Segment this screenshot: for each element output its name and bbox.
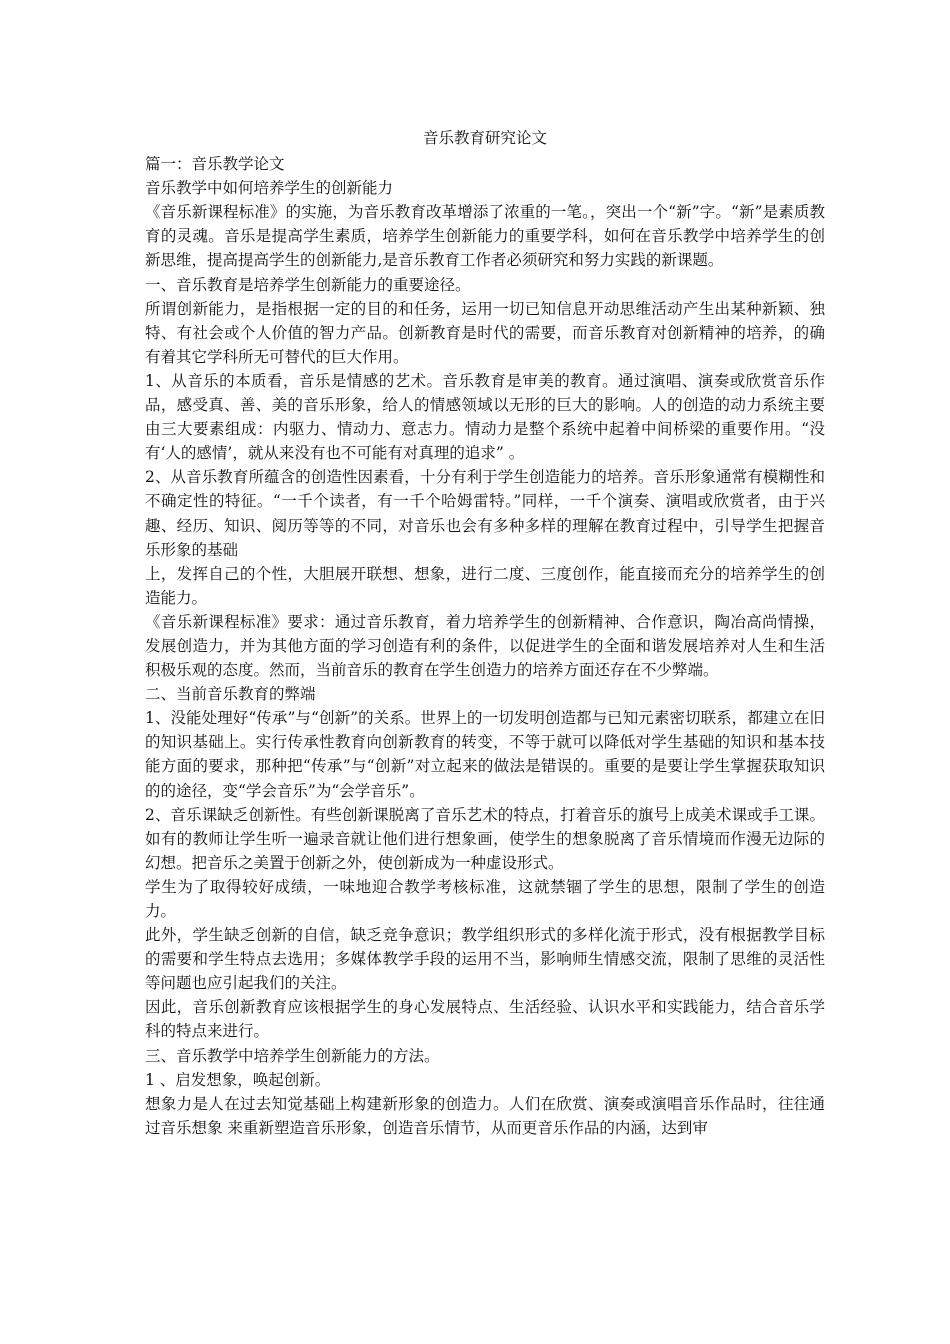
paragraph-conclusion: 因此，音乐创新教育应该根据学生的身心发展特点、生活经验、认识水平和实践能力，结合音乐学科的特点来进行。 xyxy=(145,998,825,1041)
paragraph-subtitle: 音乐教学中如何培养学生的创新能力 xyxy=(145,179,394,198)
paragraph-point-2: 2、从音乐教育所蕴含的创造性因素看，十分有利于学生创造能力的培养。音乐形象通常有模糊性和不确定性的特征。“一千个读者，有一千个哈姆雷特。”同样，一千个演奏、演唱或欣赏者，由于兴趣、经历、知识、阅历等等的不同，对音乐也会有多种多样的理解在教育过程中，引导学生把握音乐形象的基础 xyxy=(145,468,825,559)
paragraph-heading-2: 二、当前音乐教育的弊端 xyxy=(145,685,316,704)
paragraph-drawback-4: 此外，学生缺乏创新的自信，缺乏竞争意识；教学组织形式的多样化流于形式，没有根据教学目标的需要和学生特点去选用；多媒体教学手段的运用不当，影响师生情感交流，限制了思维的灵活性等问题也应引起我们的关注。 xyxy=(145,926,825,993)
paragraph-point-2-continued: 上，发挥自己的个性，大胆展开联想、想象，进行二度、三度创作，能直接而充分的培养学生的创造能力。 xyxy=(145,564,825,607)
paragraph-intro: 《音乐新课程标准》的实施，为音乐教育改革增添了浓重的一笔。，突出一个“新”字。“新”是素质教育的灵魂。音乐是提高学生素质，培养学生创新能力的重要学科，如何在音乐教学中培养学生的创新思维，提高提高学生的创新能力,是音乐教育工作者必须研究和努力实践的新课题。 xyxy=(145,203,825,270)
paragraph-definition: 所谓创新能力，是指根据一定的目的和任务，运用一切已知信息开动思维活动产生出某种新颖、独特、有社会或个人价值的智力产品。创新教育是时代的需要，而音乐教育对创新精神的培养，的确有着其它学科所无可替代的巨大作用。 xyxy=(145,299,825,366)
document-title: 音乐教育研究论文 xyxy=(422,129,547,147)
paragraph-heading-1: 一、音乐教育是培养学生创新能力的重要途径。 xyxy=(145,275,471,294)
paragraph-drawback-3: 学生为了取得较好成绩，一味地迎合教学考核标准，这就禁锢了学生的思想，限制了学生的创造力。 xyxy=(145,877,825,920)
paragraph-drawback-2: 2、音乐课缺乏创新性。有些创新课脱离了音乐艺术的特点，打着音乐的旗号上成美术课或手工课。如有的教师让学生听一遍录音就让他们进行想象画，使学生的想象脱离了音乐情境而作漫无边际的幻想。把音乐之美置于创新之外，使创新成为一种虚设形式。 xyxy=(145,805,825,872)
paragraph-drawback-1: 1、没能处理好“传承”与“创新”的关系。世界上的一切发明创造都与已知元素密切联系，都建立在旧的知识基础上。实行传承性教育向创新教育的转变，不等于就可以降低对学生基础的知识和基本技能方面的要求，那种把“传承”与“创新”对立起来的做法是错误的。重要的是要让学生掌握获取知识的的途径，变“学会音乐”为“会学音乐”。 xyxy=(145,709,825,800)
document-body xyxy=(145,126,825,1140)
paragraph-standard-requirement: 《音乐新课程标准》要求：通过音乐教育，着力培养学生的创新精神、合作意识，陶冶高尚情操，发展创造力，并为其他方面的学习创造有利的条件，以促进学生的全面和谐发展培养对人生和生活积极乐观的态度。然而，当前音乐的教育在学生创造力的培养方面还存在不少弊端。 xyxy=(145,612,825,680)
paragraph-method-1-heading: 1 、启发想象，唤起创新。 xyxy=(145,1070,331,1089)
paragraph-heading-3: 三、音乐教学中培养学生创新能力的方法。 xyxy=(145,1046,440,1065)
paragraph-section-label: 篇一：音乐教学论文 xyxy=(145,155,285,174)
paragraph-method-1-body: 想象力是人在过去知觉基础上构建新形象的创造力。人们在欣赏、演奏或演唱音乐作品时，往往通过音乐想象 来重新塑造音乐形象，创造音乐情节，从而更音乐作品的内涵，达到审 xyxy=(145,1094,825,1137)
paragraph-point-1: 1、从音乐的本质看，音乐是情感的艺术。音乐教育是审美的教育。通过演唱、演奏或欣赏音乐作品，感受真、善、美的音乐形象，给人的情感领域以无形的巨大的影响。人的创造的动力系统主要由三大要素组成：内驱力、情动力、意志力。情动力是整个系统中起着中间桥梁的重要作用。“没有‘人的感情’，就从来没有也不可能有对真理的追求” 。 xyxy=(145,371,825,463)
